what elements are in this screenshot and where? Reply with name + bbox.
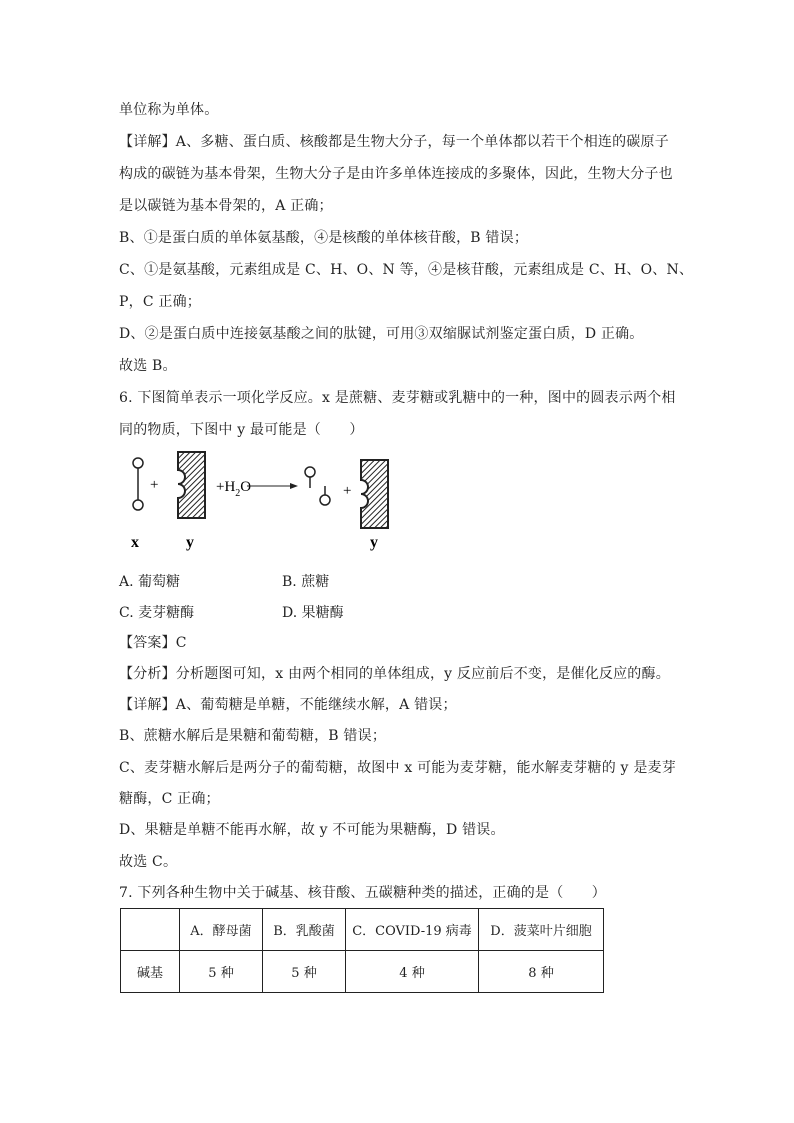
- text-line: B、①是蛋白质的单体氨基酸，④是核酸的单体核苷酸，B 错误；: [119, 230, 529, 246]
- answer-options: [119, 571, 539, 631]
- plus-sign: +: [343, 483, 352, 499]
- table-header-cell: D．菠菜叶片细胞: [479, 909, 604, 951]
- table-cell: 5 种: [263, 951, 346, 993]
- plus-sign: +: [150, 477, 159, 493]
- question-6-stem: 6. 下图简单表示一项化学反应。x 是蔗糖、麦芽糖或乳糖中的一种，图中的圆表示两个相: [119, 390, 676, 406]
- table-header-cell: [121, 909, 180, 951]
- organism-table: [120, 908, 604, 993]
- table-cell: 4 种: [346, 951, 479, 993]
- water-label: $+H_2O$: [216, 479, 252, 499]
- question-7-stem: 7. 下列各种生物中关于碱基、核苷酸、五碳糖种类的描述，正确的是（ ）: [119, 885, 607, 901]
- text-line: D、②是蛋白质中连接氨基酸之间的肽键，可用③双缩脲试剂鉴定蛋白质，D 正确。: [119, 326, 644, 342]
- text-line: C、麦芽糖水解后是两分子的葡萄糖，故图中 x 可能为麦芽糖，能水解麦芽糖的 y 是麦芽: [119, 760, 676, 776]
- text-line: 构成的碳链为基本骨架，生物大分子是由许多单体连接成的多聚体，因此，生物大分子也: [119, 166, 673, 182]
- text-line: P，C 正确；: [119, 294, 201, 310]
- text-line: C、①是氨基酸，元素组成是 C、H、O、N 等，④是核苷酸，元素组成是 C、H、O、N、: [119, 262, 694, 278]
- text-line: B、蔗糖水解后是果糖和葡萄糖，B 错误；: [119, 728, 387, 744]
- text-line: 【详解】A、多糖、蛋白质、核酸都是生物大分子，每一个单体都以若干个相连的碳原子: [119, 134, 669, 150]
- enzyme-y-right: [361, 460, 388, 528]
- text-line: 单位称为单体。: [119, 102, 219, 118]
- analysis-line: 【分析】分析题图可知，x 由两个相同的单体组成，y 反应前后不变，是催化反应的酶。: [119, 666, 670, 682]
- enzyme-y-left: [178, 452, 205, 518]
- product-monomers: [305, 467, 330, 505]
- option-a: A. 葡萄糖: [119, 574, 181, 590]
- text-line: 故选 C。: [119, 854, 178, 870]
- table-header-row: [121, 909, 604, 951]
- option-d: D. 果糖酶: [282, 605, 344, 621]
- text-line: 糖酶，C 正确；: [119, 791, 220, 807]
- table-header-cell: A．酵母菌: [180, 909, 263, 951]
- answer-line: 【答案】C: [119, 635, 187, 651]
- table-header-cell: C．COVID-19 病毒: [346, 909, 479, 951]
- text-line: 【详解】A、葡萄糖是单糖，不能继续水解，A 错误；: [119, 697, 457, 713]
- table-cell: 碱基: [121, 951, 180, 993]
- table-row: [121, 951, 604, 993]
- reaction-diagram: [120, 448, 420, 558]
- reaction-arrow: [247, 483, 298, 489]
- table-cell: 8 种: [479, 951, 604, 993]
- label-y: y: [370, 534, 378, 551]
- option-c: C. 麦芽糖酶: [119, 605, 195, 621]
- question-6-stem: 同的物质，下图中 y 最可能是（ ）: [119, 422, 364, 438]
- text-line: 是以碳链为基本骨架的，A 正确；: [119, 198, 333, 214]
- table-header-cell: B．乳酸菌: [263, 909, 346, 951]
- text-line: 故选 B。: [119, 358, 177, 374]
- molecule-x: [133, 458, 143, 510]
- label-y: y: [186, 534, 194, 551]
- label-x: x: [131, 534, 139, 551]
- text-line: D、果糖是单糖不能再水解，故 y 不可能为果糖酶，D 错误。: [119, 822, 505, 838]
- table-cell: 5 种: [180, 951, 263, 993]
- option-b: B. 蔗糖: [282, 574, 330, 590]
